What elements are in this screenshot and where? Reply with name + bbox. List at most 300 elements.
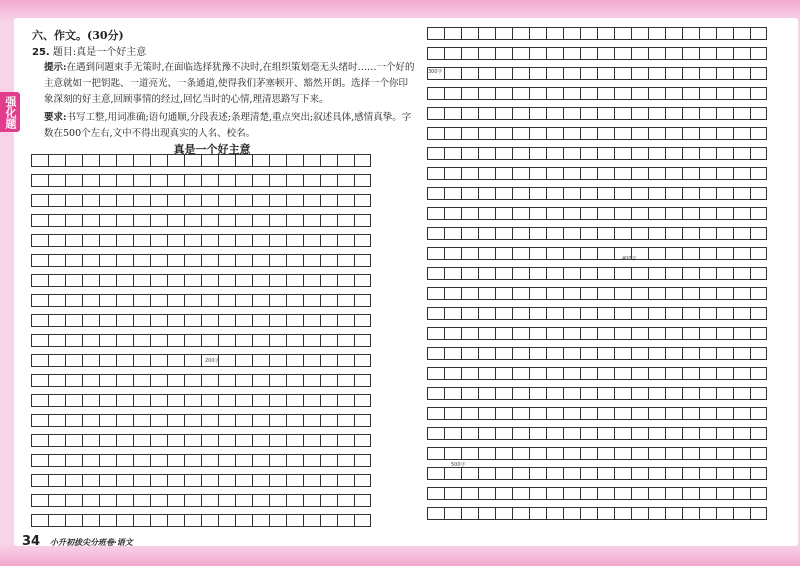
writing-cell[interactable] [252, 314, 269, 327]
writing-cell[interactable] [512, 367, 529, 380]
writing-cell[interactable] [648, 127, 665, 140]
writing-cell[interactable] [444, 267, 461, 280]
writing-cell[interactable] [495, 347, 512, 360]
writing-cell[interactable] [235, 194, 252, 207]
writing-cell[interactable] [665, 407, 682, 420]
writing-cell[interactable] [184, 154, 201, 167]
writing-cell[interactable] [546, 67, 563, 80]
writing-cell[interactable] [167, 194, 184, 207]
writing-cell[interactable] [337, 454, 354, 467]
writing-cell[interactable] [631, 47, 648, 60]
writing-cell[interactable] [733, 327, 750, 340]
writing-cell[interactable] [614, 347, 631, 360]
writing-cell[interactable] [631, 427, 648, 440]
writing-cell[interactable] [665, 507, 682, 520]
writing-cell[interactable] [133, 314, 150, 327]
writing-cell[interactable] [512, 487, 529, 500]
writing-cell[interactable] [252, 294, 269, 307]
writing-cell[interactable] [631, 107, 648, 120]
writing-cell[interactable] [733, 367, 750, 380]
writing-cell[interactable] [99, 474, 116, 487]
writing-cell[interactable] [665, 87, 682, 100]
writing-cell[interactable] [286, 294, 303, 307]
writing-cell[interactable] [133, 474, 150, 487]
writing-cell[interactable] [648, 247, 665, 260]
writing-cell[interactable] [580, 487, 597, 500]
writing-cell[interactable] [286, 154, 303, 167]
writing-cell[interactable] [427, 147, 444, 160]
writing-cell[interactable] [716, 367, 733, 380]
writing-cell[interactable] [116, 294, 133, 307]
writing-cell[interactable] [303, 154, 320, 167]
writing-cell[interactable] [252, 354, 269, 367]
writing-cell[interactable] [529, 227, 546, 240]
writing-cell[interactable] [699, 207, 716, 220]
writing-cell[interactable] [444, 247, 461, 260]
writing-cell[interactable] [529, 207, 546, 220]
writing-cell[interactable] [82, 274, 99, 287]
writing-cell[interactable] [150, 514, 167, 527]
writing-cell[interactable] [478, 487, 495, 500]
writing-cell[interactable] [580, 247, 597, 260]
writing-cell[interactable] [631, 447, 648, 460]
writing-cell[interactable] [269, 174, 286, 187]
writing-cell[interactable] [563, 347, 580, 360]
writing-cell[interactable] [133, 374, 150, 387]
writing-cell[interactable] [184, 394, 201, 407]
writing-cell[interactable] [48, 374, 65, 387]
writing-cell[interactable] [99, 214, 116, 227]
writing-cell[interactable] [235, 294, 252, 307]
writing-cell[interactable] [218, 354, 235, 367]
writing-cell[interactable] [580, 447, 597, 460]
writing-cell[interactable] [354, 474, 371, 487]
writing-cell[interactable] [48, 314, 65, 327]
writing-cell[interactable] [31, 154, 48, 167]
writing-cell[interactable] [682, 287, 699, 300]
writing-cell[interactable] [303, 514, 320, 527]
writing-cell[interactable] [529, 107, 546, 120]
writing-cell[interactable] [563, 127, 580, 140]
writing-cell[interactable] [48, 394, 65, 407]
writing-cell[interactable] [648, 447, 665, 460]
writing-cell[interactable] [48, 194, 65, 207]
writing-cell[interactable] [252, 514, 269, 527]
writing-cell[interactable] [65, 474, 82, 487]
writing-cell[interactable] [580, 67, 597, 80]
writing-cell[interactable] [252, 414, 269, 427]
writing-cell[interactable] [648, 27, 665, 40]
writing-cell[interactable] [99, 154, 116, 167]
writing-cell[interactable] [444, 427, 461, 440]
writing-cell[interactable] [478, 107, 495, 120]
writing-cell[interactable] [699, 487, 716, 500]
writing-cell[interactable] [116, 374, 133, 387]
writing-cell[interactable] [31, 314, 48, 327]
writing-cell[interactable] [444, 447, 461, 460]
writing-cell[interactable] [631, 327, 648, 340]
writing-cell[interactable] [286, 454, 303, 467]
writing-cell[interactable] [546, 287, 563, 300]
writing-cell[interactable] [252, 174, 269, 187]
writing-cell[interactable] [167, 474, 184, 487]
writing-cell[interactable] [427, 287, 444, 300]
writing-cell[interactable] [303, 334, 320, 347]
writing-cell[interactable] [235, 154, 252, 167]
writing-cell[interactable] [444, 287, 461, 300]
writing-cell[interactable] [495, 327, 512, 340]
writing-cell[interactable] [303, 314, 320, 327]
writing-cell[interactable] [184, 334, 201, 347]
writing-cell[interactable] [286, 374, 303, 387]
writing-cell[interactable] [512, 347, 529, 360]
writing-cell[interactable] [648, 407, 665, 420]
writing-cell[interactable] [597, 467, 614, 480]
writing-cell[interactable] [631, 27, 648, 40]
writing-cell[interactable] [218, 154, 235, 167]
writing-cell[interactable] [529, 27, 546, 40]
writing-cell[interactable] [495, 167, 512, 180]
writing-cell[interactable] [427, 167, 444, 180]
writing-cell[interactable] [648, 267, 665, 280]
writing-cell[interactable] [750, 447, 767, 460]
writing-cell[interactable] [733, 147, 750, 160]
writing-cell[interactable] [614, 487, 631, 500]
writing-cell[interactable] [82, 514, 99, 527]
writing-cell[interactable] [546, 147, 563, 160]
writing-cell[interactable] [529, 47, 546, 60]
writing-cell[interactable] [427, 387, 444, 400]
writing-cell[interactable] [495, 187, 512, 200]
writing-cell[interactable] [269, 154, 286, 167]
writing-cell[interactable] [512, 267, 529, 280]
writing-cell[interactable] [580, 267, 597, 280]
writing-cell[interactable] [597, 367, 614, 380]
writing-cell[interactable] [444, 127, 461, 140]
writing-cell[interactable] [716, 47, 733, 60]
writing-cell[interactable] [495, 387, 512, 400]
writing-cell[interactable] [461, 67, 478, 80]
writing-cell[interactable] [133, 174, 150, 187]
writing-cell[interactable] [320, 414, 337, 427]
writing-cell[interactable] [235, 494, 252, 507]
writing-cell[interactable] [303, 454, 320, 467]
writing-cell[interactable] [184, 414, 201, 427]
writing-cell[interactable] [478, 427, 495, 440]
writing-cell[interactable] [201, 414, 218, 427]
writing-cell[interactable] [665, 167, 682, 180]
writing-cell[interactable] [682, 267, 699, 280]
writing-cell[interactable] [512, 107, 529, 120]
writing-cell[interactable] [286, 514, 303, 527]
writing-cell[interactable] [427, 247, 444, 260]
writing-cell[interactable] [614, 227, 631, 240]
writing-cell[interactable] [750, 227, 767, 240]
writing-cell[interactable] [31, 274, 48, 287]
writing-cell[interactable] [529, 267, 546, 280]
writing-cell[interactable] [48, 214, 65, 227]
writing-cell[interactable] [733, 467, 750, 480]
writing-cell[interactable] [512, 287, 529, 300]
writing-cell[interactable] [597, 67, 614, 80]
writing-cell[interactable] [631, 167, 648, 180]
writing-cell[interactable] [320, 294, 337, 307]
writing-cell[interactable] [614, 307, 631, 320]
writing-cell[interactable] [614, 387, 631, 400]
writing-cell[interactable] [495, 427, 512, 440]
writing-cell[interactable] [546, 27, 563, 40]
writing-cell[interactable] [682, 67, 699, 80]
writing-cell[interactable] [184, 434, 201, 447]
writing-cell[interactable] [184, 354, 201, 367]
writing-cell[interactable] [31, 394, 48, 407]
writing-cell[interactable] [750, 287, 767, 300]
writing-cell[interactable] [563, 207, 580, 220]
writing-cell[interactable] [31, 234, 48, 247]
writing-cell[interactable] [461, 127, 478, 140]
writing-cell[interactable] [716, 187, 733, 200]
writing-cell[interactable] [529, 67, 546, 80]
writing-cell[interactable] [320, 334, 337, 347]
writing-cell[interactable] [631, 87, 648, 100]
writing-cell[interactable] [512, 167, 529, 180]
writing-cell[interactable] [427, 507, 444, 520]
writing-cell[interactable] [303, 414, 320, 427]
writing-cell[interactable] [733, 247, 750, 260]
writing-cell[interactable] [427, 347, 444, 360]
writing-cell[interactable] [116, 514, 133, 527]
writing-cell[interactable] [716, 147, 733, 160]
writing-cell[interactable] [252, 274, 269, 287]
writing-cell[interactable] [631, 227, 648, 240]
writing-cell[interactable] [614, 127, 631, 140]
writing-cell[interactable] [699, 227, 716, 240]
writing-cell[interactable] [631, 387, 648, 400]
writing-cell[interactable] [444, 487, 461, 500]
writing-cell[interactable] [184, 294, 201, 307]
writing-cell[interactable] [201, 194, 218, 207]
writing-cell[interactable] [252, 394, 269, 407]
writing-cell[interactable] [495, 367, 512, 380]
writing-cell[interactable] [648, 507, 665, 520]
writing-cell[interactable] [354, 454, 371, 467]
writing-cell[interactable] [201, 174, 218, 187]
writing-cell[interactable] [529, 327, 546, 340]
writing-cell[interactable] [201, 474, 218, 487]
writing-cell[interactable] [444, 27, 461, 40]
writing-cell[interactable] [82, 234, 99, 247]
writing-cell[interactable] [580, 87, 597, 100]
writing-cell[interactable] [631, 367, 648, 380]
writing-cell[interactable] [320, 474, 337, 487]
writing-cell[interactable] [546, 87, 563, 100]
writing-cell[interactable] [252, 434, 269, 447]
writing-cell[interactable] [31, 254, 48, 267]
writing-cell[interactable] [461, 27, 478, 40]
writing-cell[interactable] [716, 267, 733, 280]
writing-cell[interactable] [546, 167, 563, 180]
writing-cell[interactable] [665, 287, 682, 300]
writing-cell[interactable] [648, 167, 665, 180]
writing-cell[interactable] [699, 467, 716, 480]
writing-cell[interactable] [597, 267, 614, 280]
writing-cell[interactable] [512, 67, 529, 80]
writing-cell[interactable] [495, 127, 512, 140]
writing-cell[interactable] [665, 27, 682, 40]
writing-cell[interactable] [269, 194, 286, 207]
writing-cell[interactable] [337, 334, 354, 347]
writing-cell[interactable] [269, 334, 286, 347]
writing-cell[interactable] [444, 387, 461, 400]
writing-cell[interactable] [354, 294, 371, 307]
writing-cell[interactable] [167, 454, 184, 467]
writing-cell[interactable] [218, 474, 235, 487]
writing-cell[interactable] [133, 154, 150, 167]
writing-cell[interactable] [716, 107, 733, 120]
writing-cell[interactable] [614, 167, 631, 180]
writing-cell[interactable] [150, 354, 167, 367]
writing-cell[interactable] [648, 487, 665, 500]
writing-cell[interactable] [82, 314, 99, 327]
writing-cell[interactable] [597, 227, 614, 240]
writing-cell[interactable] [512, 447, 529, 460]
writing-cell[interactable] [269, 274, 286, 287]
writing-cell[interactable] [444, 227, 461, 240]
writing-cell[interactable] [478, 367, 495, 380]
writing-cell[interactable] [563, 187, 580, 200]
writing-cell[interactable] [48, 254, 65, 267]
writing-cell[interactable] [614, 447, 631, 460]
writing-cell[interactable] [337, 234, 354, 247]
writing-cell[interactable] [48, 414, 65, 427]
writing-cell[interactable] [682, 367, 699, 380]
writing-cell[interactable] [354, 254, 371, 267]
writing-cell[interactable] [478, 267, 495, 280]
writing-cell[interactable] [150, 194, 167, 207]
writing-cell[interactable] [614, 407, 631, 420]
writing-cell[interactable] [218, 214, 235, 227]
writing-cell[interactable] [150, 314, 167, 327]
writing-cell[interactable] [354, 234, 371, 247]
writing-cell[interactable] [478, 387, 495, 400]
writing-cell[interactable] [286, 214, 303, 227]
writing-cell[interactable] [337, 314, 354, 327]
writing-cell[interactable] [665, 147, 682, 160]
writing-cell[interactable] [716, 487, 733, 500]
writing-cell[interactable] [699, 387, 716, 400]
writing-cell[interactable] [218, 274, 235, 287]
writing-cell[interactable] [648, 287, 665, 300]
writing-cell[interactable] [699, 427, 716, 440]
writing-cell[interactable] [512, 27, 529, 40]
writing-cell[interactable] [716, 87, 733, 100]
writing-cell[interactable] [201, 374, 218, 387]
writing-cell[interactable] [82, 194, 99, 207]
writing-cell[interactable] [337, 394, 354, 407]
writing-cell[interactable] [529, 487, 546, 500]
writing-cell[interactable] [750, 347, 767, 360]
writing-cell[interactable] [150, 294, 167, 307]
writing-cell[interactable] [733, 87, 750, 100]
writing-cell[interactable] [201, 514, 218, 527]
writing-cell[interactable] [286, 174, 303, 187]
writing-cell[interactable] [31, 514, 48, 527]
writing-cell[interactable] [82, 294, 99, 307]
writing-cell[interactable] [252, 214, 269, 227]
writing-cell[interactable] [512, 507, 529, 520]
writing-cell[interactable] [495, 267, 512, 280]
writing-cell[interactable] [320, 214, 337, 227]
writing-cell[interactable] [99, 454, 116, 467]
writing-cell[interactable] [444, 347, 461, 360]
writing-cell[interactable] [65, 274, 82, 287]
writing-cell[interactable] [699, 107, 716, 120]
writing-cell[interactable] [716, 207, 733, 220]
writing-cell[interactable] [427, 307, 444, 320]
writing-cell[interactable] [218, 174, 235, 187]
writing-cell[interactable] [478, 207, 495, 220]
writing-cell[interactable] [252, 374, 269, 387]
writing-cell[interactable] [682, 347, 699, 360]
writing-cell[interactable] [252, 154, 269, 167]
writing-cell[interactable] [580, 187, 597, 200]
writing-cell[interactable] [546, 367, 563, 380]
writing-cell[interactable] [461, 327, 478, 340]
writing-cell[interactable] [31, 194, 48, 207]
writing-cell[interactable] [337, 154, 354, 167]
writing-cell[interactable] [733, 407, 750, 420]
writing-cell[interactable] [444, 187, 461, 200]
writing-cell[interactable] [580, 387, 597, 400]
writing-cell[interactable] [286, 314, 303, 327]
writing-cell[interactable] [48, 154, 65, 167]
writing-cell[interactable] [750, 307, 767, 320]
writing-cell[interactable] [354, 374, 371, 387]
writing-cell[interactable] [512, 187, 529, 200]
writing-cell[interactable] [529, 187, 546, 200]
writing-cell[interactable] [218, 234, 235, 247]
writing-cell[interactable] [235, 474, 252, 487]
writing-cell[interactable] [682, 507, 699, 520]
writing-cell[interactable] [337, 474, 354, 487]
writing-cell[interactable] [580, 307, 597, 320]
writing-cell[interactable] [682, 147, 699, 160]
writing-cell[interactable] [597, 507, 614, 520]
writing-cell[interactable] [427, 107, 444, 120]
writing-cell[interactable] [733, 27, 750, 40]
writing-cell[interactable] [252, 234, 269, 247]
writing-cell[interactable] [546, 407, 563, 420]
writing-cell[interactable] [580, 347, 597, 360]
writing-cell[interactable] [99, 174, 116, 187]
writing-cell[interactable] [665, 187, 682, 200]
writing-cell[interactable] [699, 507, 716, 520]
writing-cell[interactable] [495, 467, 512, 480]
writing-cell[interactable] [648, 427, 665, 440]
writing-cell[interactable] [116, 254, 133, 267]
writing-cell[interactable] [750, 187, 767, 200]
writing-cell[interactable] [546, 267, 563, 280]
writing-cell[interactable] [716, 167, 733, 180]
writing-cell[interactable] [427, 327, 444, 340]
writing-cell[interactable] [286, 394, 303, 407]
writing-cell[interactable] [461, 247, 478, 260]
writing-cell[interactable] [65, 434, 82, 447]
writing-cell[interactable] [218, 494, 235, 507]
writing-cell[interactable] [631, 287, 648, 300]
writing-cell[interactable] [99, 414, 116, 427]
writing-cell[interactable] [546, 347, 563, 360]
